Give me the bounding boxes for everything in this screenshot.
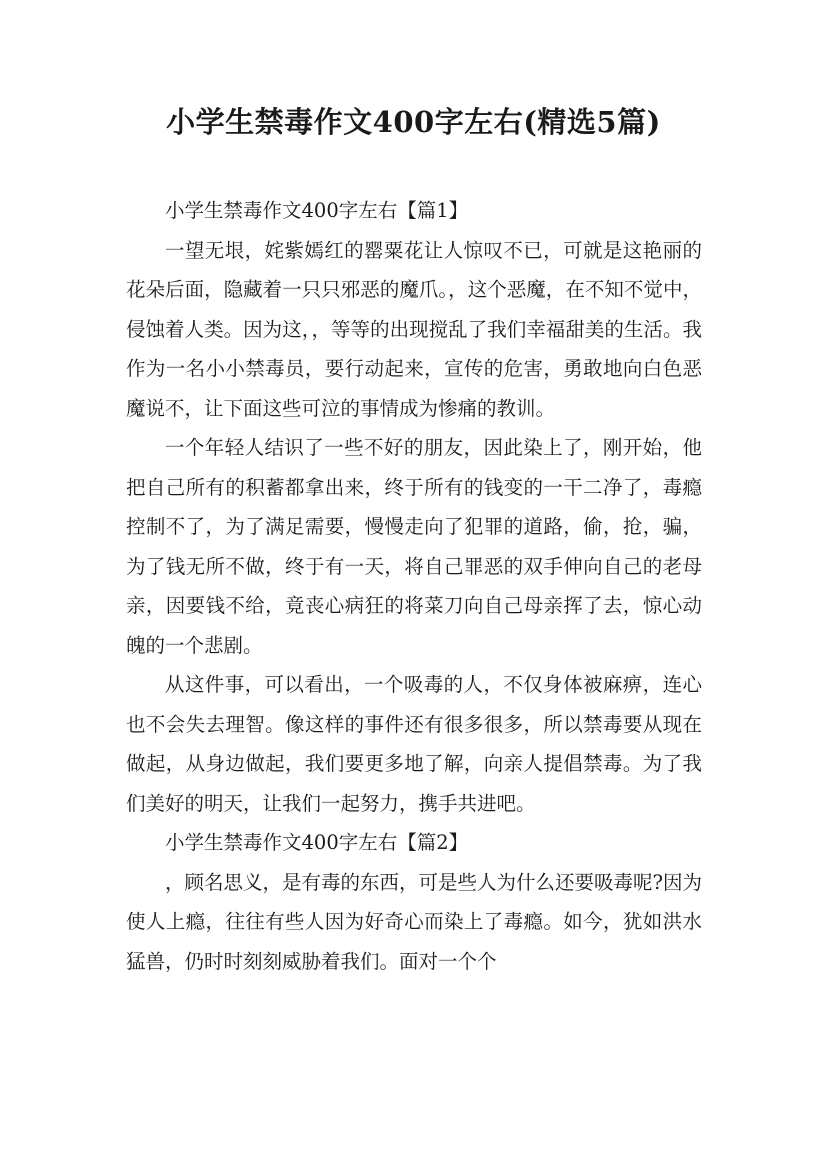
paragraph: 一个年轻人结识了一些不好的朋友，因此染上了，刚开始，他把自己所有的积蓄都拿出来，终于所有的钱变的一干二净了，毒瘾控制不了，为了满足需要，慢慢走向了犯罪的道路，偷，抢，骗，为了钱无所不做，终于有一天，将自己罪恶的双手伸向自己的老母亲，因要钱不给，竟丧心病狂的将菜刀向自己母亲挥了去，惊心动魄的一个悲剧。 xyxy=(126,436,702,657)
paragraph: 一望无垠，姹紫嫣红的罂粟花让人惊叹不已，可就是这艳丽的花朵后面，隐藏着一只只邪恶的魔爪。，这个恶魔，在不知不觉中，侵蚀着人类。因为这，，等等的出现搅乱了我们幸福甜美的生活。我作为一名小小禁毒员，要行动起来，宣传的危害，勇敢地向白色恶魔说不，让下面这些可泣的事情成为惨痛的教训。 xyxy=(126,238,702,420)
paragraph: 从这件事，可以看出，一个吸毒的人，不仅身体被麻痹，连心也不会失去理智。像这样的事件还有很多很多，所以禁毒要从现在做起，从身边做起，我们要更多地了解，向亲人提倡禁毒。为了我们美好的明天，让我们一起努力，携手共进吧。 xyxy=(126,673,702,815)
paragraph: ，顾名思义，是有毒的东西，可是些人为什么还要吸毒呢?因为使人上瘾，往往有些人因为好奇心而染上了毒瘾。如今，犹如洪水猛兽，仍时时刻刻威胁着我们。面对一个个 xyxy=(126,870,702,973)
section-heading-2: 小学生禁毒作文400字左右【篇2】 xyxy=(165,831,469,854)
document-body xyxy=(126,191,702,981)
document-title: 小学生禁毒作文400字左右(精选5篇) xyxy=(166,105,661,139)
section-heading-1: 小学生禁毒作文400字左右【篇1】 xyxy=(165,199,469,222)
